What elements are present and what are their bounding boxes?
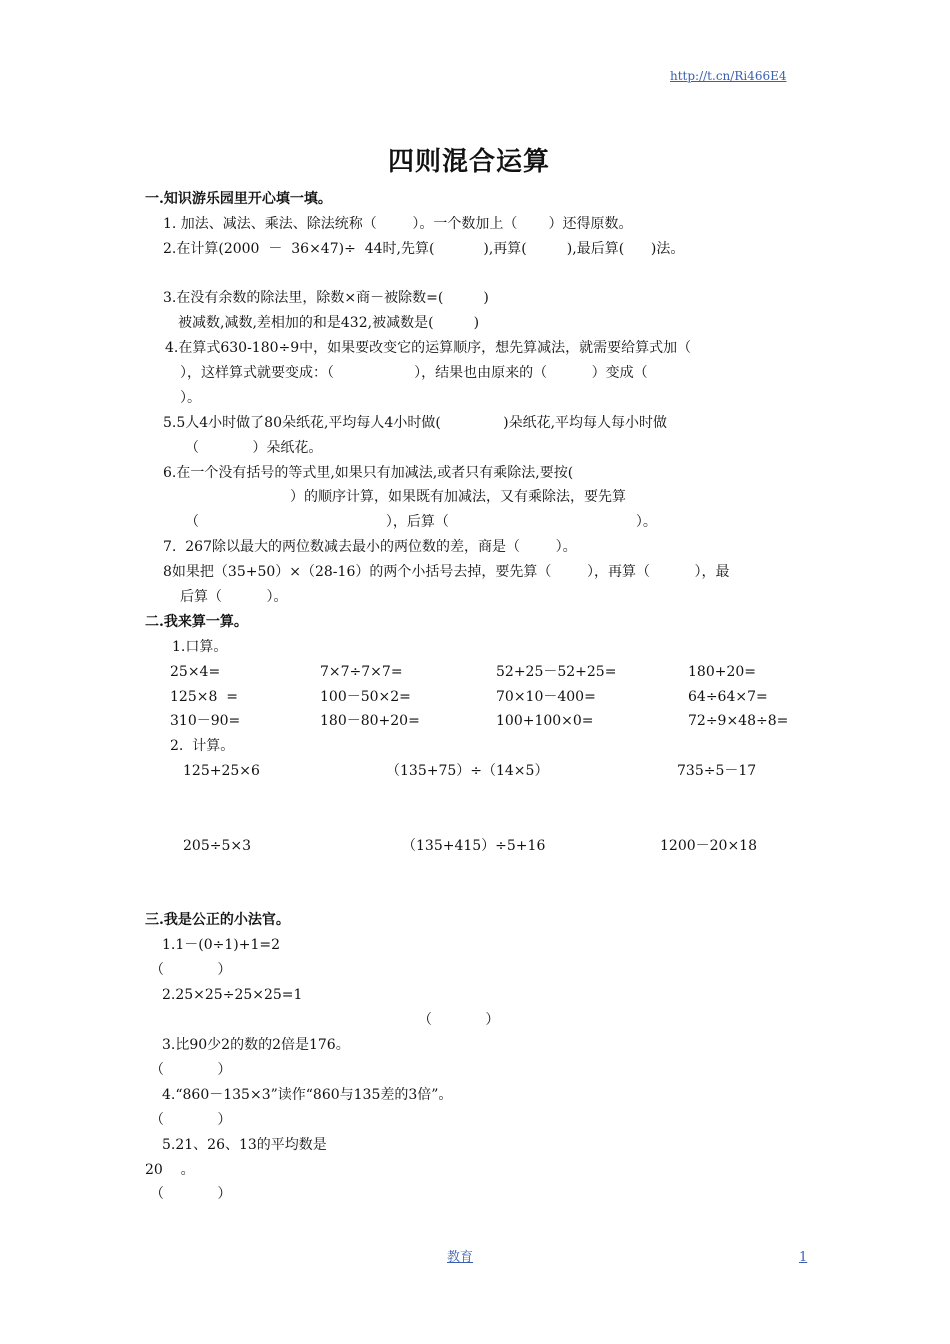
- oral-item: 180－80+20=: [320, 713, 420, 729]
- s1-line-15: 后算（ ）。: [180, 589, 288, 605]
- s1-line-3: 3.在没有余数的除法里，除数×商－被除数=( ): [163, 290, 489, 306]
- section1-heading: 一.知识游乐园里开心填一填。: [145, 191, 332, 207]
- page-title: 四则混合运算: [388, 147, 551, 177]
- s1-line-9: （ ）朵纸花。: [185, 440, 323, 456]
- page-number[interactable]: 1: [799, 1250, 808, 1265]
- s1-line-11: ）的顺序计算，如果既有加减法，又有乘除法，要先算: [290, 489, 626, 505]
- oral-item: 310－90=: [170, 713, 241, 729]
- calc-item: 735÷5－17: [677, 763, 757, 779]
- calc-item: （135+75）÷（14×5）: [386, 763, 549, 779]
- calc-item: 205÷5×3: [183, 838, 251, 854]
- oral-subheading: 1.口算。: [172, 639, 228, 655]
- judge-blank: （ ）: [150, 1062, 232, 1078]
- oral-item: 125×8 =: [170, 689, 238, 705]
- oral-item: 52+25－52+25=: [496, 664, 617, 680]
- s1-line-10: 6.在一个没有括号的等式里,如果只有加减法,或者只有乘除法,要按(: [163, 465, 574, 481]
- section2-heading: 二.我来算一算。: [145, 614, 248, 630]
- judge-item: 2.25×25÷25×25=1: [162, 987, 303, 1003]
- oral-item: 64÷64×7=: [688, 689, 768, 705]
- s1-line-6: ），这样算式就要变成：（ ），结果也由原来的（ ）变成（: [180, 365, 648, 381]
- s1-line-8: 5.5人4小时做了80朵纸花,平均每人4小时做( )朵纸花,平均每人每小时做: [163, 415, 668, 431]
- s1-line-7: ）。: [180, 390, 201, 406]
- oral-item: 7×7÷7×7=: [320, 664, 403, 680]
- judge-blank: （ ）: [150, 1186, 232, 1202]
- calc-item: （135+415）÷5+16: [402, 838, 546, 854]
- oral-item: 25×4=: [170, 664, 221, 680]
- calc-item: 1200－20×18: [660, 838, 757, 854]
- footer-link[interactable]: 教育: [447, 1250, 474, 1265]
- calc-item: 125+25×6: [183, 763, 260, 779]
- oral-item: 180+20=: [688, 664, 756, 680]
- judge-blank: （ ）: [150, 962, 232, 978]
- oral-item: 100+100×0=: [496, 713, 594, 729]
- judge-blank: （ ）: [418, 1012, 500, 1028]
- judge-item: 3.比90少2的数的2倍是176。: [162, 1037, 350, 1053]
- judge-item: 5.21、26、13的平均数是: [162, 1137, 327, 1153]
- judge-item: 4.“860－135×3”读作“860与135差的3倍”。: [162, 1087, 453, 1103]
- section3-heading: 三.我是公正的小法官。: [145, 912, 290, 928]
- s1-line-2: 2.在计算(2000 － 36×47)÷ 44时,先算( ),再算( ),最后算( )法。: [163, 241, 685, 257]
- judge-blank: （ ）: [150, 1112, 232, 1128]
- calc-subheading: 2. 计算。: [170, 738, 235, 754]
- s1-line-13: 7. 267除以最大的两位数减去最小的两位数的差，商是（ ）。: [163, 539, 577, 555]
- judge-item: 1.1－(0÷1)+1=2: [162, 937, 281, 953]
- oral-item: 72÷9×48÷8=: [688, 713, 789, 729]
- s1-line-5: 4.在算式630-180÷9中，如果要改变它的运算顺序，想先算减法，就需要给算式加（: [165, 340, 692, 356]
- oral-item: 100－50×2=: [320, 689, 411, 705]
- s1-line-1: 1. 加法、减法、乘法、除法统称（ ）。一个数加上（ ）还得原数。: [163, 216, 633, 232]
- s1-line-4: 被减数,减数,差相加的和是432,被减数是( ): [178, 315, 480, 331]
- s1-line-12: （ ），后算（ ）。: [185, 514, 657, 530]
- oral-item: 70×10－400=: [496, 689, 596, 705]
- s1-line-14: 8如果把（35+50）×（28-16）的两个小括号去掉，要先算（ ），再算（ ），最: [163, 564, 730, 580]
- header-link[interactable]: http://t.cn/Ri466E4: [670, 69, 787, 83]
- judge-item-cont: 20 。: [145, 1162, 195, 1178]
